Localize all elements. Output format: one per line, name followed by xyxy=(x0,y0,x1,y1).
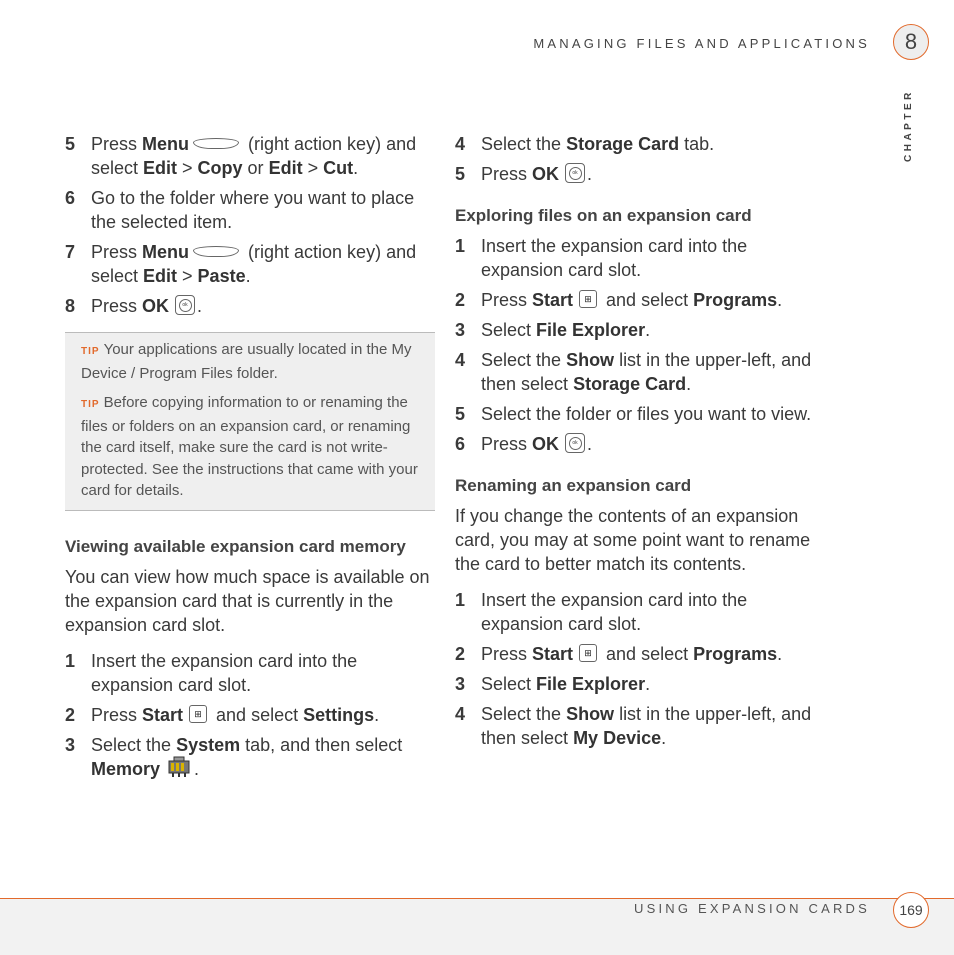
tip: TIP Your applications are usually located in the My Device / Program Files folder. xyxy=(81,341,412,382)
step-text: Insert the expansion card into the expansion card slot. xyxy=(481,236,748,280)
step-text: Press OK ok . xyxy=(481,434,593,454)
tip-box xyxy=(65,332,435,511)
running-footer: USING EXPANSION CARDS xyxy=(634,901,870,916)
step xyxy=(455,672,825,696)
tip-label: TIP xyxy=(81,399,100,410)
section-heading: Renaming an expansion card xyxy=(455,476,692,495)
step-text: Select the System tab, and then select Memory . xyxy=(91,734,403,779)
step-number: 2 xyxy=(455,290,466,310)
step-number: 4 xyxy=(455,704,466,724)
step xyxy=(455,132,825,156)
step-number: 1 xyxy=(65,650,76,671)
step xyxy=(455,318,825,342)
step xyxy=(65,733,435,782)
step xyxy=(65,703,435,727)
section-heading: Viewing available expansion card memory xyxy=(65,536,406,556)
step-text: Go to the folder where you want to place the selected item. xyxy=(91,188,415,232)
step xyxy=(455,348,825,396)
step-text: Select the Show list in the upper-left, and then select My Device. xyxy=(481,704,812,748)
ok-key-icon: ok xyxy=(175,295,195,315)
tip: TIP Before copying information to or renaming the files or folders on an expansion card, or renaming the card itself, make sure the card is not write-protected. See the instructions that came with your card for details. xyxy=(81,394,418,499)
step-text: Select the folder or files you want to view. xyxy=(481,404,812,424)
step-text: Select the Storage Card tab. xyxy=(481,134,715,154)
step-text: Press Start ⊞ and select Programs. xyxy=(481,290,783,310)
step-text: Press Menu (right action key) and select Edit > Copy or Edit > Cut. xyxy=(91,134,417,178)
step-text: Select File Explorer. xyxy=(481,320,651,340)
step xyxy=(65,132,435,180)
step-number: 2 xyxy=(65,704,76,725)
menu-key-icon xyxy=(193,246,239,257)
chapter-label: CHAPTER xyxy=(903,89,914,162)
step xyxy=(455,432,825,456)
step-number: 4 xyxy=(455,350,466,370)
step-text: Select File Explorer. xyxy=(481,674,651,694)
step xyxy=(65,649,435,697)
step xyxy=(455,162,825,186)
step xyxy=(65,294,435,318)
step-number: 3 xyxy=(455,674,466,694)
ok-key-icon: ok xyxy=(565,433,585,453)
start-key-icon: ⊞ xyxy=(579,644,597,662)
step xyxy=(455,642,825,666)
menu-key-icon xyxy=(193,138,239,149)
step xyxy=(455,234,825,282)
step-text: Press Menu (right action key) and select Edit > Paste. xyxy=(91,242,417,286)
step-text: Insert the expansion card into the expansion card slot. xyxy=(91,650,358,695)
start-key-icon: ⊞ xyxy=(189,705,207,723)
step-text: Insert the expansion card into the expansion card slot. xyxy=(481,590,748,634)
step-number: 5 xyxy=(455,404,466,424)
chapter-number-badge: 8 xyxy=(893,24,929,60)
step xyxy=(455,702,825,750)
step-number: 1 xyxy=(455,590,466,610)
step xyxy=(455,588,825,636)
step-number: 5 xyxy=(455,164,466,184)
section-heading: Exploring files on an expansion card xyxy=(455,206,752,225)
step-number: 3 xyxy=(65,734,76,755)
step-number: 3 xyxy=(455,320,466,340)
step-text: Press OK ok . xyxy=(481,164,593,184)
page-number-badge: 169 xyxy=(893,892,929,928)
step xyxy=(65,240,435,288)
step-number: 5 xyxy=(65,134,76,154)
start-key-icon: ⊞ xyxy=(579,290,597,308)
left-column xyxy=(65,132,435,788)
step-text: Press Start ⊞ and select Programs. xyxy=(481,644,783,664)
step-text: Press OK ok . xyxy=(91,296,203,316)
step-text: Press Start ⊞ and select Settings. xyxy=(91,704,380,725)
tip-label: TIP xyxy=(81,346,100,357)
paragraph: You can view how much space is available on the expansion card that is currently in the expansion card slot. xyxy=(65,566,430,635)
step xyxy=(65,186,435,234)
step-number: 7 xyxy=(65,242,76,262)
step-text: Select the Show list in the upper-left, and then select Storage Card. xyxy=(481,350,812,394)
running-header: MANAGING FILES AND APPLICATIONS xyxy=(533,36,870,51)
memory-icon xyxy=(166,755,194,779)
ok-key-icon: ok xyxy=(565,163,585,183)
step-number: 2 xyxy=(455,644,466,664)
step-number: 1 xyxy=(455,236,466,256)
step-number: 8 xyxy=(65,296,76,316)
right-column xyxy=(455,132,825,756)
step-number: 6 xyxy=(455,434,466,454)
step xyxy=(455,402,825,426)
paragraph: If you change the contents of an expansion card, you may at some point want to rename the card to better match its contents. xyxy=(455,506,811,574)
step-number: 4 xyxy=(455,134,466,154)
step-number: 6 xyxy=(65,188,76,208)
step xyxy=(455,288,825,312)
